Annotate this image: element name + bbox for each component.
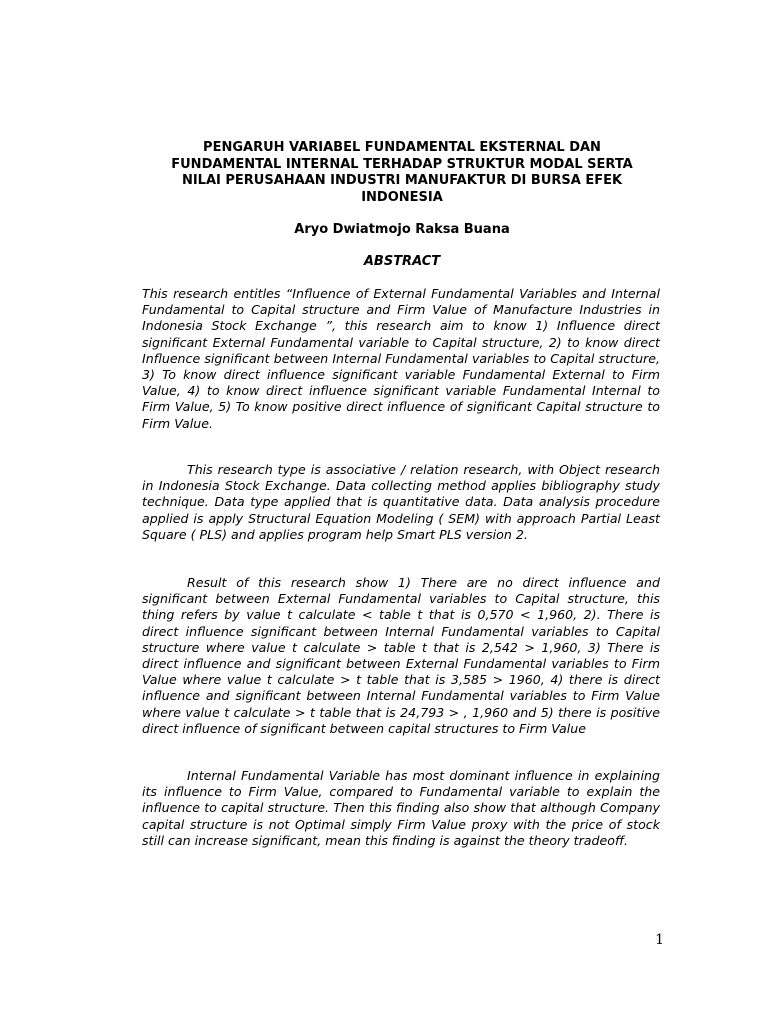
paper-title: PENGARUH VARIABEL FUNDAMENTAL EKSTERNAL DAN FUNDAMENTAL INTERNAL TERHADAP STRUKTUR MODAL SERTA NILAI PERUSAHAAN INDUSTRI MANUFAKTUR DI BURSA EFEK INDONESIA (171, 140, 633, 205)
author-name: Aryo Dwiatmojo Raksa Buana (294, 222, 510, 237)
abstract-paragraph-2: This research type is associative / relation research, with Object research in Indonesia Stock Exchange. Data collecting method applies bibliography study technique. Data type applied that is quantitative data. Data analysis procedure applied is apply Structural Equation Modeling ( SEM) with approach Partial Least Square ( PLS) and applies program help Smart PLS version 2. (142, 462, 660, 542)
abstract-paragraph-1: This research entitles “Influence of External Fundamental Variables and Internal Fundamental to Capital structure and Firm Value of Manufacture Industries in Indonesia Stock Exchange ”, this research aim to know 1) Influence direct significant External Fundamental variable to Capital structure, 2) to know direct Influence significant between Internal Fundamental variables to Capital structure, 3) To know direct influence significant variable Fundamental External to Firm Value, 4) to know direct influence significant variable Fundamental Internal to Firm Value, 5) To know positive direct influence of significant Capital structure to Firm Value. (142, 286, 660, 431)
page-number: 1 (655, 932, 664, 948)
abstract-heading: ABSTRACT (363, 254, 441, 269)
abstract-paragraph-4: Internal Fundamental Variable has most dominant influence in explaining its influence to Firm Value, compared to Fundamental variable to explain the influence to capital structure. Then this finding also show that although Company capital structure is not Optimal simply Firm Value proxy with the price of stock still can increase significant, mean this finding is against the theory tradeoff. (142, 768, 660, 848)
abstract-paragraph-3: Result of this research show 1) There are no direct influence and significant between External Fundamental variables to Capital structure, this thing refers by value t calculate < table t that is 0,570 < 1,960, 2). There is direct influence significant between Internal Fundamental variables to Capital structure where value t calculate > table t that is 2,542 > 1,960, 3) There is direct influence and significant between External Fundamental variables to Firm Value where value t calculate > t table that is 3,585 > 1960, 4) there is direct influence and significant between Internal Fundamental variables to Firm Value where value t calculate > t table that is 24,793 > , 1,960 and 5) there is positive direct influence of significant between capital structures to Firm Value (142, 575, 660, 736)
